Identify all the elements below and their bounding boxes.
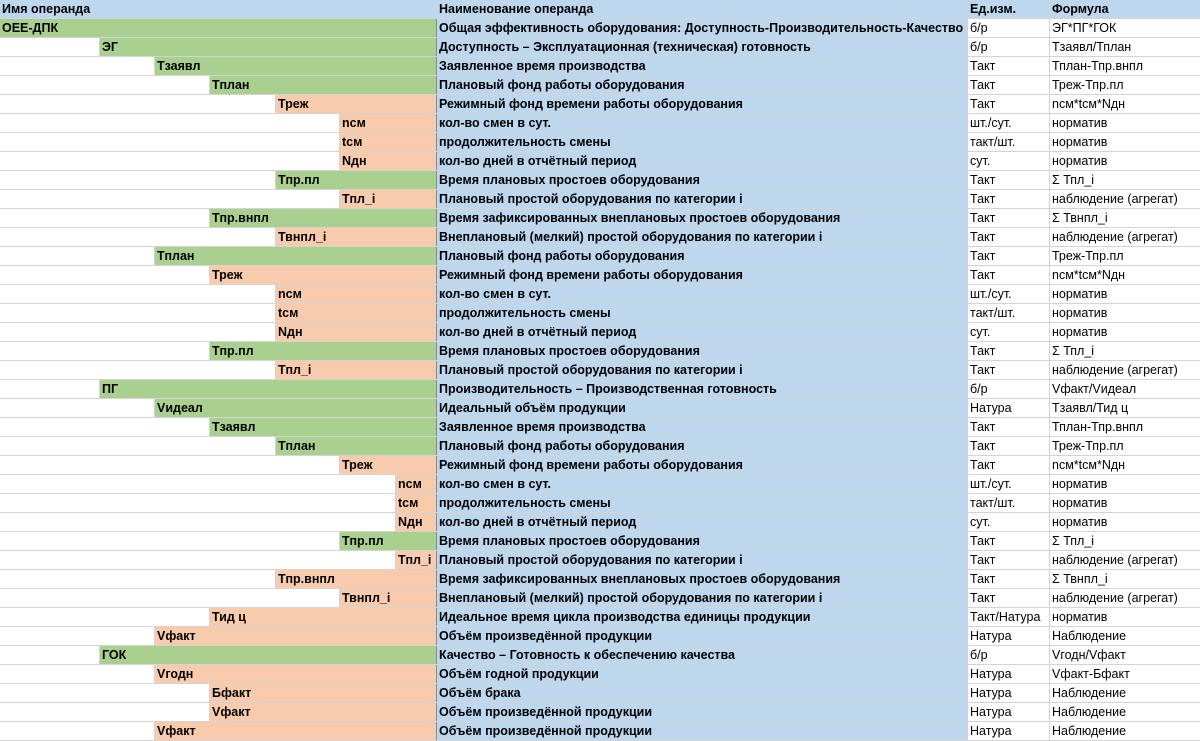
indent-cell[interactable] — [0, 95, 276, 113]
table-row — [0, 437, 1200, 456]
unit-cell[interactable]: шт./сут. — [968, 475, 1050, 493]
table-row — [0, 475, 1200, 494]
formula-cell[interactable]: норматив — [1052, 515, 1108, 529]
operand-name-cell[interactable]: Общая эффективность оборудования: Доступность-Производительность-Качество — [437, 19, 968, 37]
table-row — [0, 399, 1200, 418]
table-row — [0, 171, 1200, 190]
formula-cell[interactable]: наблюдение (агрегат) — [1052, 553, 1178, 567]
formula-cell[interactable]: Vгодн/Vфакт — [1052, 648, 1126, 662]
formula-cell[interactable]: ЭГ*ПГ*ГОК — [1052, 21, 1117, 35]
table-row — [0, 684, 1200, 703]
unit-cell[interactable]: сут. — [968, 513, 1050, 531]
indent-cell[interactable] — [0, 722, 155, 740]
unit-cell[interactable]: Натура — [968, 399, 1050, 417]
table-row — [0, 627, 1200, 646]
operand-cell[interactable]: Vидеал — [155, 399, 437, 417]
formula-cell[interactable]: наблюдение (агрегат) — [1052, 363, 1178, 377]
table-row — [0, 494, 1200, 513]
unit-cell[interactable]: Такт — [968, 418, 1050, 436]
table-row — [0, 722, 1200, 741]
operand-cell[interactable]: Тзаявл — [155, 57, 437, 75]
indent-cell[interactable] — [0, 152, 340, 170]
operand-name-cell[interactable]: Качество – Готовность к обеспечению качества — [437, 646, 968, 664]
indent-cell[interactable] — [0, 285, 276, 303]
table-row — [0, 532, 1200, 551]
operand-cell[interactable]: ПГ — [100, 380, 437, 398]
operand-cell[interactable]: Треж — [210, 266, 437, 284]
unit-cell[interactable]: Такт — [968, 266, 1050, 284]
unit-cell[interactable]: Такт — [968, 209, 1050, 227]
table-row — [0, 665, 1200, 684]
operand-cell[interactable]: Тпр.пл — [340, 532, 437, 550]
indent-cell[interactable] — [0, 418, 210, 436]
operand-name-cell[interactable]: Плановый простой оборудования по категории i — [437, 551, 968, 569]
indent-cell[interactable] — [0, 190, 340, 208]
formula-cell[interactable]: норматив — [1052, 477, 1108, 491]
table-row — [0, 646, 1200, 665]
table-row — [0, 703, 1200, 722]
table-row — [0, 19, 1200, 38]
indent-cell[interactable] — [0, 475, 396, 493]
formula-cell[interactable]: Vфакт/Vидеал — [1052, 382, 1137, 396]
unit-cell[interactable]: сут. — [968, 152, 1050, 170]
formula-cell[interactable]: ncм*tcм*Nдн — [1052, 458, 1126, 472]
operand-cell[interactable]: Тплан — [210, 76, 437, 94]
table-row — [0, 608, 1200, 627]
formula-cell[interactable]: Наблюдение — [1052, 629, 1127, 643]
table-row — [0, 342, 1200, 361]
header-operand[interactable]: Имя операнда — [0, 0, 437, 18]
indent-cell[interactable] — [0, 513, 396, 531]
formula-cell[interactable]: Σ Твнпл_i — [1052, 572, 1108, 586]
indent-cell[interactable] — [0, 266, 210, 284]
formula-cell[interactable]: норматив — [1052, 496, 1108, 510]
operand-cell[interactable]: Тпр.внпл — [276, 570, 437, 588]
indent-cell[interactable] — [0, 342, 210, 360]
formula-cell[interactable]: Тзаявл/Тид ц — [1052, 401, 1129, 415]
operand-cell[interactable]: Твнпл_i — [340, 589, 437, 607]
table-row — [0, 589, 1200, 608]
formula-cell[interactable]: наблюдение (агрегат) — [1052, 192, 1178, 206]
indent-cell[interactable] — [0, 456, 340, 474]
operand-name-cell[interactable]: кол-во дней в отчётный период — [437, 513, 968, 531]
operand-name-cell[interactable]: Режимный фонд времени работы оборудования — [437, 456, 968, 474]
table-row — [0, 418, 1200, 437]
formula-cell[interactable]: Наблюдение — [1052, 724, 1127, 738]
unit-cell[interactable]: Такт — [968, 171, 1050, 189]
operand-name-cell[interactable]: Внеплановый (мелкий) простой оборудования по категории i — [437, 589, 968, 607]
indent-cell[interactable] — [0, 57, 155, 75]
unit-cell[interactable]: Такт/Натура — [968, 608, 1050, 626]
indent-cell[interactable] — [0, 304, 276, 322]
operand-name-cell[interactable]: Заявленное время производства — [437, 57, 968, 75]
unit-cell[interactable]: Такт — [968, 532, 1050, 550]
unit-cell[interactable]: шт./сут. — [968, 114, 1050, 132]
table-row — [0, 38, 1200, 57]
operand-name-cell[interactable]: Время плановых простоев оборудования — [437, 342, 968, 360]
operand-name-cell[interactable]: продолжительность смены — [437, 494, 968, 512]
formula-cell[interactable]: ncм*tcм*Nдн — [1052, 97, 1126, 111]
formula-cell[interactable]: норматив — [1052, 154, 1108, 168]
formula-cell[interactable]: Наблюдение — [1052, 705, 1127, 719]
formula-cell[interactable]: норматив — [1052, 306, 1108, 320]
operand-name-cell[interactable]: кол-во дней в отчётный период — [437, 152, 968, 170]
indent-cell[interactable] — [0, 703, 210, 721]
indent-cell[interactable] — [0, 171, 276, 189]
unit-cell[interactable]: б/р — [968, 19, 1050, 37]
unit-cell[interactable]: Такт — [968, 570, 1050, 588]
formula-cell[interactable]: норматив — [1052, 135, 1108, 149]
operand-cell[interactable]: Тпл_i — [396, 551, 437, 569]
operand-name-cell[interactable]: кол-во дней в отчётный период — [437, 323, 968, 341]
operand-cell[interactable]: ГОК — [100, 646, 437, 664]
operand-cell[interactable]: Бфакт — [210, 684, 437, 702]
operand-cell[interactable]: Твнпл_i — [276, 228, 437, 246]
operand-name-cell[interactable]: Объём годной продукции — [437, 665, 968, 683]
table-row — [0, 323, 1200, 342]
operand-name-cell[interactable]: Идеальное время цикла производства единицы продукции — [437, 608, 968, 626]
operand-name-cell[interactable]: Плановый простой оборудования по категории i — [437, 361, 968, 379]
unit-cell[interactable]: Натура — [968, 627, 1050, 645]
table-row — [0, 380, 1200, 399]
unit-cell[interactable]: такт/шт. — [968, 304, 1050, 322]
operand-name-cell[interactable]: Время зафиксированных внеплановых простоев оборудования — [437, 570, 968, 588]
table-row — [0, 190, 1200, 209]
operand-cell[interactable]: nсм — [396, 475, 437, 493]
formula-cell[interactable]: норматив — [1052, 325, 1108, 339]
unit-cell[interactable]: Такт — [968, 437, 1050, 455]
indent-cell[interactable] — [0, 589, 340, 607]
operand-cell[interactable]: Тид ц — [210, 608, 437, 626]
formula-cell[interactable]: норматив — [1052, 116, 1108, 130]
table-row — [0, 57, 1200, 76]
unit-cell[interactable]: Такт — [968, 456, 1050, 474]
table-row — [0, 513, 1200, 532]
operand-cell[interactable]: ОЕЕ-ДПК — [0, 19, 437, 37]
table-row — [0, 247, 1200, 266]
formula-cell[interactable]: Σ Тпл_i — [1052, 344, 1095, 358]
table-row — [0, 304, 1200, 323]
operand-name-cell[interactable]: кол-во смен в сут. — [437, 285, 968, 303]
formula-cell[interactable]: Σ Тпл_i — [1052, 173, 1095, 187]
operand-name-cell[interactable]: Внеплановый (мелкий) простой оборудования по категории i — [437, 228, 968, 246]
operand-cell[interactable]: tсм — [276, 304, 437, 322]
operand-name-cell[interactable]: Производительность – Производственная готовность — [437, 380, 968, 398]
indent-cell[interactable] — [0, 76, 210, 94]
operand-name-cell[interactable]: продолжительность смены — [437, 133, 968, 151]
operand-cell[interactable]: Vфакт — [155, 722, 437, 740]
formula-cell[interactable]: Σ Тпл_i — [1052, 534, 1095, 548]
unit-cell[interactable]: Натура — [968, 665, 1050, 683]
formula-cell[interactable]: Треж-Тпр.пл — [1052, 249, 1124, 263]
header-row — [0, 0, 1200, 19]
operand-cell[interactable]: Vфакт — [210, 703, 437, 721]
unit-cell[interactable]: Такт — [968, 589, 1050, 607]
formula-cell[interactable]: Vфакт-Бфакт — [1052, 667, 1130, 681]
operand-name-cell[interactable]: Объём произведённой продукции — [437, 703, 968, 721]
indent-cell[interactable] — [0, 38, 100, 56]
unit-cell[interactable]: сут. — [968, 323, 1050, 341]
operand-cell[interactable]: Тпл_i — [276, 361, 437, 379]
unit-cell[interactable]: шт./сут. — [968, 285, 1050, 303]
indent-cell[interactable] — [0, 114, 340, 132]
formula-cell[interactable]: Наблюдение — [1052, 686, 1127, 700]
indent-cell[interactable] — [0, 665, 155, 683]
table-row — [0, 209, 1200, 228]
unit-cell[interactable]: б/р — [968, 380, 1050, 398]
operand-name-cell[interactable]: Объём произведённой продукции — [437, 722, 968, 740]
unit-cell[interactable]: Натура — [968, 703, 1050, 721]
formula-cell[interactable]: Тплан-Тпр.внпл — [1052, 420, 1144, 434]
formula-cell[interactable]: Σ Твнпл_i — [1052, 211, 1108, 225]
operand-name-cell[interactable]: Время зафиксированных внеплановых простоев оборудования — [437, 209, 968, 227]
operand-name-cell[interactable]: Заявленное время производства — [437, 418, 968, 436]
operand-name-cell[interactable]: Плановый простой оборудования по категории i — [437, 190, 968, 208]
operand-name-cell[interactable]: Плановый фонд работы оборудования — [437, 76, 968, 94]
unit-cell[interactable]: б/р — [968, 646, 1050, 664]
formula-cell[interactable]: ncм*tcм*Nдн — [1052, 268, 1126, 282]
operand-cell[interactable]: Тпр.пл — [276, 171, 437, 189]
unit-cell[interactable]: Такт — [968, 361, 1050, 379]
operand-cell[interactable]: Треж — [276, 95, 437, 113]
operand-cell[interactable]: ЭГ — [100, 38, 437, 56]
unit-cell[interactable]: Такт — [968, 551, 1050, 569]
indent-cell[interactable] — [0, 684, 210, 702]
operand-name-cell[interactable]: продолжительность смены — [437, 304, 968, 322]
formula-cell[interactable]: наблюдение (агрегат) — [1052, 591, 1178, 605]
operand-name-cell[interactable]: Идеальный объём продукции — [437, 399, 968, 417]
table-row — [0, 114, 1200, 133]
operand-cell[interactable]: tсм — [396, 494, 437, 512]
unit-cell[interactable]: Такт — [968, 76, 1050, 94]
operand-name-cell[interactable]: кол-во смен в сут. — [437, 114, 968, 132]
unit-cell[interactable]: Натура — [968, 684, 1050, 702]
operand-name-cell[interactable]: Объём произведённой продукции — [437, 627, 968, 645]
indent-cell[interactable] — [0, 228, 276, 246]
operand-name-cell[interactable]: Режимный фонд времени работы оборудования — [437, 266, 968, 284]
table-row — [0, 76, 1200, 95]
operand-name-cell[interactable]: Режимный фонд времени работы оборудования — [437, 95, 968, 113]
operand-name-cell[interactable]: Время плановых простоев оборудования — [437, 532, 968, 550]
operand-cell[interactable]: Треж — [340, 456, 437, 474]
operand-cell[interactable]: Тпр.пл — [210, 342, 437, 360]
unit-cell[interactable]: Такт — [968, 190, 1050, 208]
table-row — [0, 266, 1200, 285]
operand-cell[interactable]: Nдн — [276, 323, 437, 341]
formula-cell[interactable]: норматив — [1052, 287, 1108, 301]
indent-cell[interactable] — [0, 646, 100, 664]
operand-name-cell[interactable]: кол-во смен в сут. — [437, 475, 968, 493]
unit-cell[interactable]: Такт — [968, 342, 1050, 360]
indent-cell[interactable] — [0, 532, 340, 550]
operand-cell[interactable]: Тпл_i — [340, 190, 437, 208]
table-row — [0, 133, 1200, 152]
indent-cell[interactable] — [0, 133, 340, 151]
indent-cell[interactable] — [0, 551, 396, 569]
operand-name-cell[interactable]: Время плановых простоев оборудования — [437, 171, 968, 189]
indent-cell[interactable] — [0, 627, 155, 645]
operand-cell[interactable]: Nдн — [396, 513, 437, 531]
operand-cell[interactable]: Vгодн — [155, 665, 437, 683]
formula-cell[interactable]: норматив — [1052, 610, 1108, 624]
operand-cell[interactable]: nсм — [276, 285, 437, 303]
indent-cell[interactable] — [0, 380, 100, 398]
operand-cell[interactable]: nсм — [340, 114, 437, 132]
unit-cell[interactable]: Такт — [968, 57, 1050, 75]
operand-cell[interactable]: Тплан — [155, 247, 437, 265]
table-row — [0, 551, 1200, 570]
indent-cell[interactable] — [0, 361, 276, 379]
formula-cell[interactable]: Треж-Тпр.пл — [1052, 78, 1124, 92]
operand-cell[interactable]: Nдн — [340, 152, 437, 170]
table-row — [0, 95, 1200, 114]
operand-cell[interactable]: Тплан — [276, 437, 437, 455]
table-row — [0, 228, 1200, 247]
header-formula[interactable]: Формула — [1050, 0, 1200, 18]
formula-cell[interactable]: Треж-Тпр.пл — [1052, 439, 1124, 453]
indent-cell[interactable] — [0, 608, 210, 626]
indent-cell[interactable] — [0, 494, 396, 512]
indent-cell[interactable] — [0, 209, 210, 227]
table-row — [0, 456, 1200, 475]
operand-name-cell[interactable]: Плановый фонд работы оборудования — [437, 437, 968, 455]
operand-cell[interactable]: Vфакт — [155, 627, 437, 645]
operand-cell[interactable]: tсм — [340, 133, 437, 151]
unit-cell[interactable]: такт/шт. — [968, 133, 1050, 151]
table-row — [0, 361, 1200, 380]
operand-name-cell[interactable]: Доступность – Эксплуатационная (техническая) готовность — [437, 38, 968, 56]
table-row — [0, 152, 1200, 171]
operand-name-cell[interactable]: Плановый фонд работы оборудования — [437, 247, 968, 265]
unit-cell[interactable]: Такт — [968, 247, 1050, 265]
unit-cell[interactable]: Такт — [968, 95, 1050, 113]
indent-cell[interactable] — [0, 437, 276, 455]
indent-cell[interactable] — [0, 247, 155, 265]
unit-cell[interactable]: Такт — [968, 228, 1050, 246]
indent-cell[interactable] — [0, 399, 155, 417]
header-unit[interactable]: Ед.изм. — [968, 0, 1050, 18]
unit-cell[interactable]: б/р — [968, 38, 1050, 56]
header-name[interactable]: Наименование операнда — [437, 0, 968, 18]
table-row — [0, 570, 1200, 589]
indent-cell[interactable] — [0, 323, 276, 341]
formula-cell[interactable]: Тзаявл/Тплан — [1052, 40, 1132, 54]
operand-cell[interactable]: Тзаявл — [210, 418, 437, 436]
formula-cell[interactable]: Тплан-Тпр.внпл — [1052, 59, 1144, 73]
formula-cell[interactable]: наблюдение (агрегат) — [1052, 230, 1178, 244]
operand-name-cell[interactable]: Объём брака — [437, 684, 968, 702]
unit-cell[interactable]: Натура — [968, 722, 1050, 740]
unit-cell[interactable]: такт/шт. — [968, 494, 1050, 512]
table-row — [0, 285, 1200, 304]
indent-cell[interactable] — [0, 570, 276, 588]
operand-cell[interactable]: Тпр.внпл — [210, 209, 437, 227]
